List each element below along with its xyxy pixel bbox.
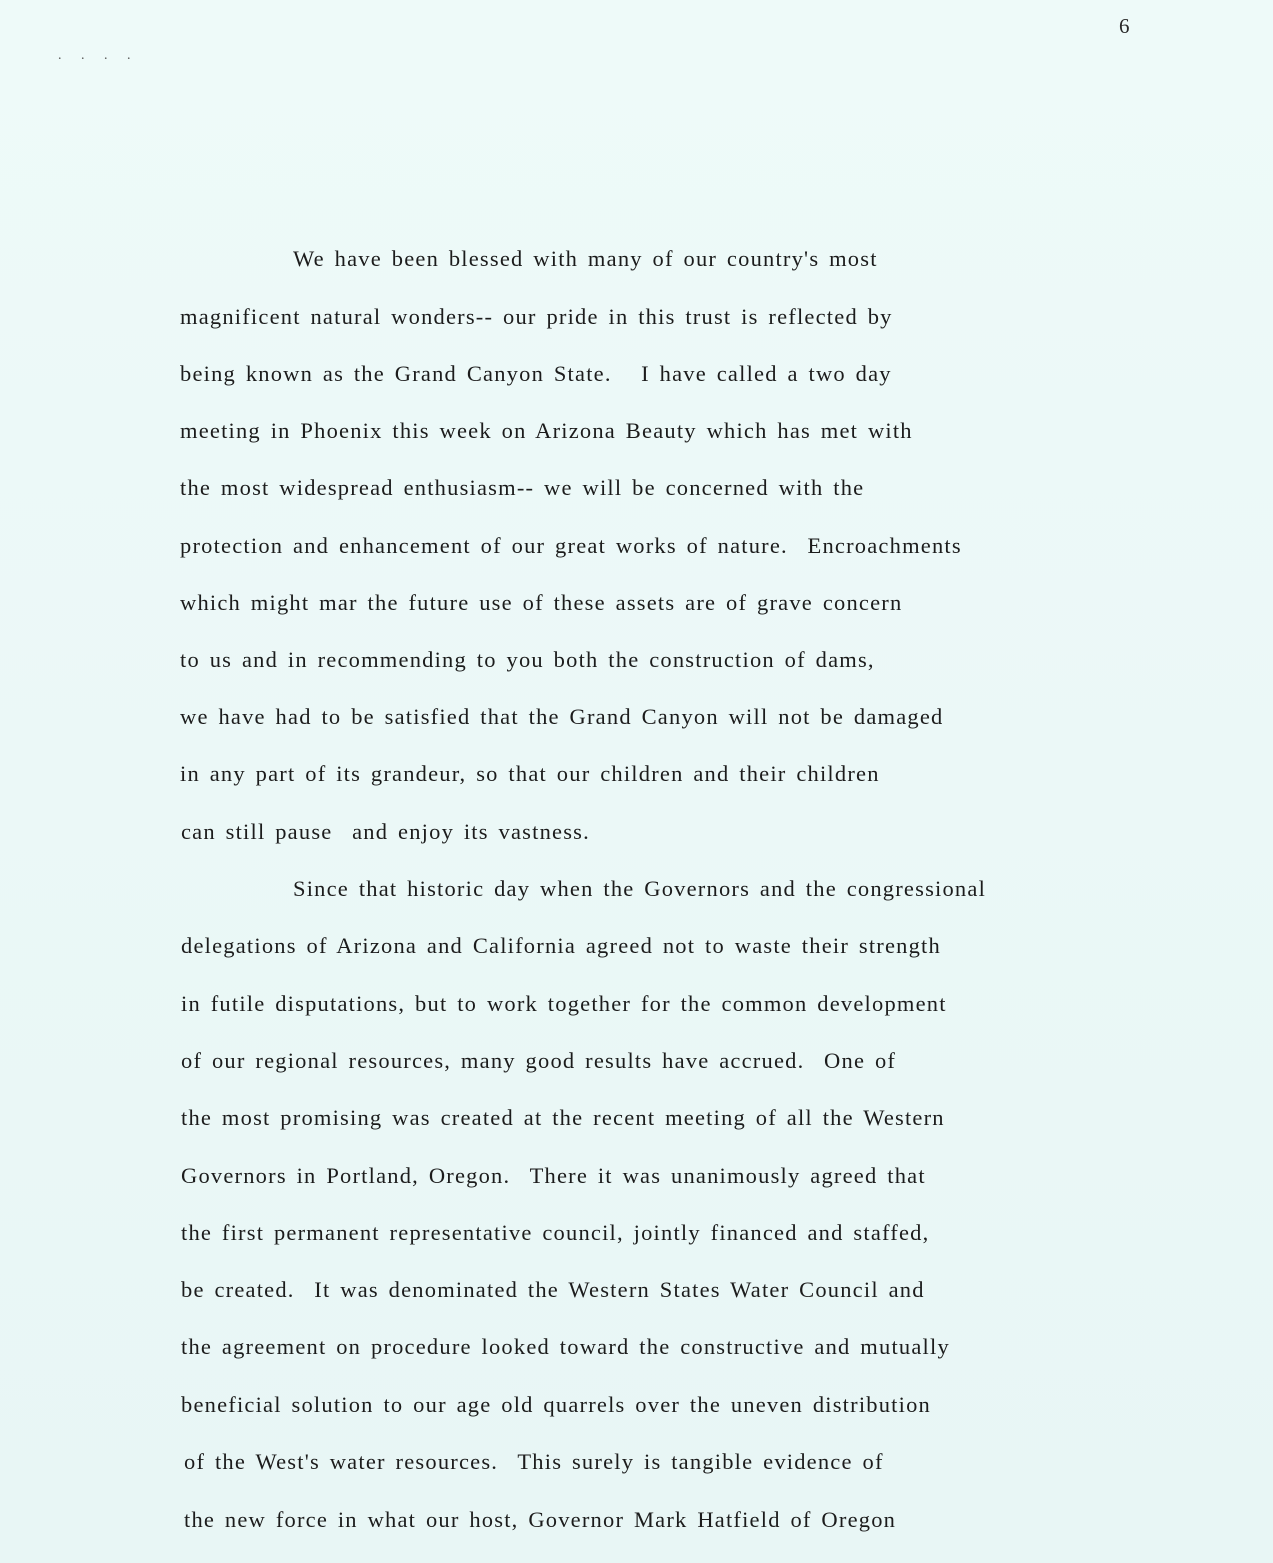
margin-specks: . . . .: [58, 48, 139, 63]
text-line: delegations of Arizona and California agreed not to waste their strength: [181, 933, 941, 958]
text-line: Governors in Portland, Oregon. There it was unanimously agreed that: [181, 1163, 926, 1188]
text-line: being known as the Grand Canyon State. I have called a two day: [180, 361, 892, 386]
text-line: meeting in Phoenix this week on Arizona Beauty which has met with: [180, 418, 913, 443]
text-line: the most promising was created at the recent meeting of all the Western: [181, 1105, 945, 1130]
text-line: we have had to be satisfied that the Grand Canyon will not be damaged: [180, 704, 944, 729]
text-line: Since that historic day when the Governors and the congressional: [293, 876, 987, 901]
text-line: be created. It was denominated the Western States Water Council and: [181, 1277, 925, 1302]
text-line: to us and in recommending to you both the construction of dams,: [180, 647, 875, 672]
text-line: the most widespread enthusiasm-- we will be concerned with the: [180, 475, 865, 500]
text-line: of the West's water resources. This surely is tangible evidence of: [184, 1449, 884, 1474]
text-line: We have been blessed with many of our country's most: [293, 246, 878, 271]
text-line: beneficial solution to our age old quarrels over the uneven distribution: [181, 1392, 931, 1417]
text-line: in futile disputations, but to work together for the common development: [181, 991, 947, 1016]
text-line: the agreement on procedure looked toward the constructive and mutually: [181, 1334, 950, 1359]
page-number: 6: [1119, 14, 1130, 38]
text-line: in any part of its grandeur, so that our children and their children: [180, 761, 880, 786]
text-line: can still pause and enjoy its vastness.: [181, 819, 590, 844]
text-line: the new force in what our host, Governor Mark Hatfield of Oregon: [184, 1507, 897, 1532]
text-line: of our regional resources, many good results have accrued. One of: [181, 1048, 897, 1073]
text-line: the first permanent representative council, jointly financed and staffed,: [181, 1220, 930, 1245]
text-line: magnificent natural wonders-- our pride in this trust is reflected by: [180, 304, 893, 329]
text-line: which might mar the future use of these assets are of grave concern: [180, 590, 903, 615]
text-line: protection and enhancement of our great works of nature. Encroachments: [180, 533, 962, 558]
